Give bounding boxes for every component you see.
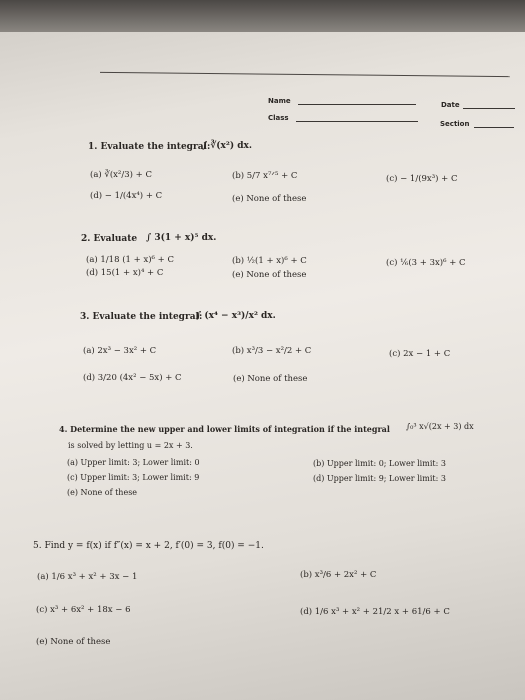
question-4-option-a: (a) Upper limit: 3; Lower limit: 0 (67, 458, 200, 467)
name-label: Name (268, 97, 291, 105)
date-label: Date (441, 101, 460, 109)
question-5-option-a: (a) 1/6 x³ + x² + 3x − 1 (37, 572, 138, 582)
question-2-stem: 2. Evaluate (81, 234, 138, 244)
question-1-option-b: (b) 5/7 x⁷ᐟ⁵ + C (232, 171, 298, 181)
section-label: Section (440, 120, 470, 128)
question-3-option-b: (b) x³/3 − x²/2 + C (232, 346, 312, 356)
question-2-option-b: (b) ½(1 + x)⁶ + C (232, 256, 307, 266)
question-1-option-d: (d) − 1/(4x⁴) + C (90, 191, 163, 201)
question-4-stem: 4. Determine the new upper and lower limits of integration if the integral (59, 424, 390, 434)
question-4-expression: ∫₀³ x√(2x + 3) dx (406, 422, 474, 431)
question-5-option-e: (e) None of these (36, 637, 111, 647)
question-5-stem: 5. Find y = f(x) if f″(x) = x + 2, f′(0) = 3, f(0) = −1. (33, 541, 264, 551)
question-3-option-d: (d) 3/20 (4x² − 5x) + C (83, 373, 182, 383)
question-3-option-e: (e) None of these (233, 374, 308, 384)
class-label: Class (268, 114, 289, 122)
question-1-option-a: (a) ∛(x²/3) + C (90, 170, 152, 180)
date-line (463, 108, 515, 109)
question-2-option-e: (e) None of these (232, 270, 307, 280)
question-4-option-d: (d) Upper limit: 9; Lower limit: 3 (313, 474, 446, 483)
question-3-expression: ∫ (x⁴ − x³)/x² dx. (196, 311, 276, 321)
question-1-option-e: (e) None of these (232, 194, 307, 204)
question-3-option-c: (c) 2x − 1 + C (389, 349, 451, 359)
question-5-option-d: (d) 1/6 x³ + x² + 21/2 x + 61/6 + C (300, 607, 450, 617)
question-2-option-c: (c) ⅙(3 + 3x)⁶ + C (386, 258, 466, 268)
question-2-option-d: (d) 15(1 + x)⁴ + C (86, 268, 164, 278)
question-3-option-a: (a) 2x³ − 3x² + C (83, 346, 157, 356)
question-1-stem: 1. Evaluate the integral: (88, 142, 211, 152)
question-2-expression: ∫ 3(1 + x)⁵ dx. (146, 233, 217, 243)
section-line (474, 127, 514, 128)
question-3-stem: 3. Evaluate the integral: (80, 312, 203, 322)
question-1-option-c: (c) − 1/(9x³) + C (386, 174, 458, 184)
background-top (0, 0, 525, 32)
name-line (298, 104, 416, 105)
question-2-option-a: (a) 1/18 (1 + x)⁶ + C (86, 255, 174, 265)
question-5-option-b: (b) x³/6 + 2x² + C (300, 570, 377, 580)
question-1-expression: ∫ ∛(x²) dx. (202, 141, 253, 151)
question-5-option-c: (c) x³ + 6x² + 18x − 6 (36, 605, 131, 615)
question-4-option-e: (e) None of these (67, 488, 138, 497)
question-4-option-c: (c) Upper limit: 3; Lower limit: 9 (67, 473, 200, 482)
question-4-stem-continued: is solved by letting u = 2x + 3. (68, 441, 193, 450)
class-line (296, 121, 418, 122)
question-4-option-b: (b) Upper limit: 0; Lower limit: 3 (313, 459, 446, 468)
